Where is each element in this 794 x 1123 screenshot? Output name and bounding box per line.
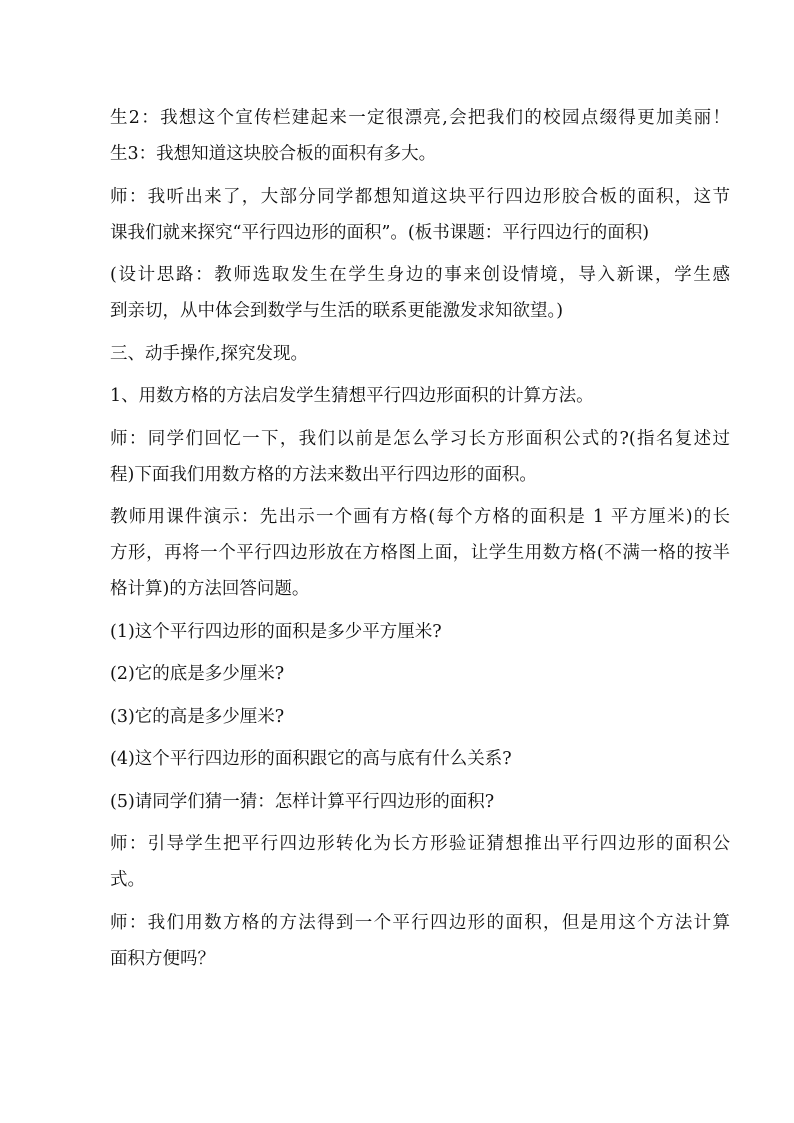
text-line: 师：同学们回忆一下，我们以前是怎么学习长方形面积公式的?(指名复述过 [110,428,730,449]
text-line: 师：我们用数方格的方法得到一个平行四边形的面积，但是用这个方法计算 [110,912,730,933]
text-line: (5)请同学们猜一猜：怎样计算平行四边形的面积? [110,791,495,812]
text-line: 方形，再将一个平行四边形放在方格图上面，让学生用数方格(不满一格的按半 [110,543,730,563]
text-line: (4)这个平行四边形的面积跟它的高与底有什么关系? [110,749,512,769]
text-line: 教师用课件演示：先出示一个画有方格(每个方格的面积是 1 平方厘米)的长 [110,507,730,527]
text-line: 师：引导学生把平行四边形转化为长方形验证猜想推出平行四边形的面积公 [110,834,730,854]
text-line: 生3：我想知道这块胶合板的面积有多大。 [110,144,437,164]
text-line: 面积方便吗？ [110,948,215,969]
text-line: 课我们就来探究“平行四边形的面积”。(板书课题：平行四边行的面积) [110,222,650,243]
text-line: (1)这个平行四边形的面积是多少平方厘米? [110,621,442,642]
text-line: (2)它的底是多少厘米? [110,664,285,684]
text-line: 1、用数方格的方法启发学生猜想平行四边形面积的计算方法。 [110,386,594,406]
text-line: 三、动手操作,探究发现。 [110,343,309,364]
text-line: 格计算)的方法回答问题。 [110,579,310,599]
text-line: 师：我听出来了，大部分同学都想知道这块平行四边形胶合板的面积，这节 [110,186,730,207]
text-line: 生2：我想这个宣传栏建起来一定很漂亮,会把我们的校园点缀得更加美丽！ [110,108,730,128]
text-line: 式。 [110,870,145,890]
text-line: (设计思路：教师选取发生在学生身边的事来创设情境，导入新课，学生感 [110,265,730,285]
text-line: 到亲切，从中体会到数学与生活的联系更能激发求知欲望。) [110,301,564,321]
text-line: (3)它的高是多少厘米? [110,706,285,727]
text-line: 程)下面我们用数方格的方法来数出平行四边形的面积。 [110,464,537,485]
